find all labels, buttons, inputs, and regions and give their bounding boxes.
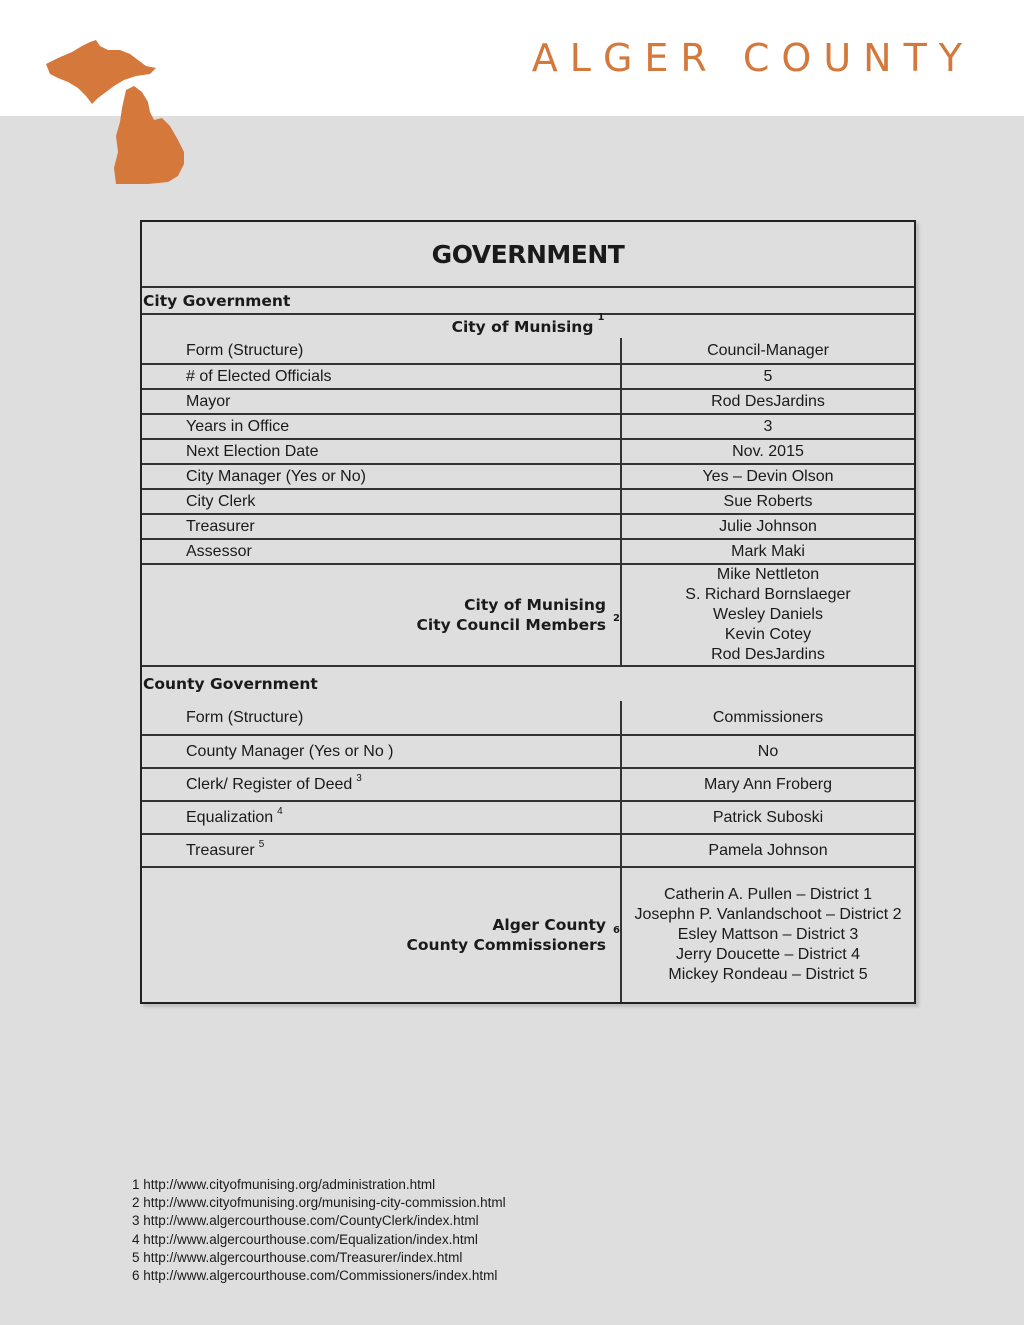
row-label: Years in Office xyxy=(142,415,622,438)
row-label-text: Form (Structure) xyxy=(186,708,304,726)
row-value: Council-Manager xyxy=(707,341,829,359)
council-member: Rod DesJardins xyxy=(711,646,825,663)
row-label xyxy=(142,835,622,866)
row-label-text: Treasurer xyxy=(186,841,255,859)
footnote: 4 http://www.algercourthouse.com/Equalization/index.html xyxy=(132,1231,478,1247)
commissioner: Catherin A. Pullen – District 1 xyxy=(663,886,873,903)
row-label: Mayor xyxy=(142,390,622,413)
council-member: Kevin Cotey xyxy=(724,626,812,643)
city-government-heading: City Government xyxy=(143,291,291,310)
table-row xyxy=(142,338,914,363)
table-row xyxy=(142,767,914,800)
table-title: GOVERNMENT xyxy=(431,239,625,269)
city-subheading-row xyxy=(142,313,914,338)
footnote: 3 http://www.algercourthouse.com/CountyClerk/index.html xyxy=(132,1213,479,1229)
footnote: 2 http://www.cityofmunising.org/munising-city-commission.html xyxy=(132,1195,506,1211)
footnote: 1 http://www.cityofmunising.org/administration.html xyxy=(132,1177,436,1192)
city-section-header xyxy=(142,286,914,313)
row-label-text: County Manager (Yes or No ) xyxy=(186,742,394,760)
row-value: Nov. 2015 xyxy=(732,442,804,460)
footnote-ref: 5 xyxy=(258,839,265,850)
council-label-cell xyxy=(142,565,622,665)
row-label: City Clerk xyxy=(142,490,622,513)
table-row xyxy=(142,388,914,413)
council-members-list xyxy=(685,565,850,665)
brand-title: ALGER COUNTY xyxy=(531,36,974,80)
council-members-cell xyxy=(622,565,914,665)
council-label: City of Munising City Council Members 2 xyxy=(416,596,620,634)
commissioners-cell xyxy=(622,868,914,1002)
city-council-row xyxy=(142,563,914,665)
footnote: 5 http://www.algercourthouse.com/Treasurer/index.html xyxy=(132,1249,463,1265)
table-row xyxy=(142,538,914,563)
commissioner: Esley Mattson – District 3 xyxy=(677,926,859,943)
city-subheading: City of Munising$^1$ xyxy=(451,311,605,336)
table-row xyxy=(142,413,914,438)
table-row xyxy=(142,701,914,734)
row-value: No xyxy=(757,742,779,760)
row-value: Commissioners xyxy=(712,708,824,726)
council-member: S. Richard Bornslaeger xyxy=(685,586,851,603)
council-member: Mike Nettleton xyxy=(716,566,820,583)
row-label xyxy=(142,701,622,734)
row-label: Next Election Date xyxy=(142,440,622,463)
commissioners-label-cell xyxy=(142,868,622,1002)
table-row xyxy=(142,463,914,488)
commissioner: Josephn P. Vanlandschoot – District 2 xyxy=(634,906,902,923)
table-row xyxy=(142,800,914,833)
commissioners-list xyxy=(634,885,901,985)
table-row xyxy=(142,734,914,767)
table-row xyxy=(142,833,914,866)
row-value: Julie Johnson xyxy=(719,517,817,535)
table-row xyxy=(142,513,914,538)
table-row xyxy=(142,488,914,513)
row-label: City Manager (Yes or No) xyxy=(142,465,622,488)
row-value: 5 xyxy=(763,367,773,385)
row-value: Sue Roberts xyxy=(723,492,813,510)
row-label-text: Equalization xyxy=(186,808,274,826)
row-label xyxy=(142,802,622,833)
row-label: Form (Structure) xyxy=(142,338,622,363)
row-value: Pamela Johnson xyxy=(708,841,828,859)
council-member: Wesley Daniels xyxy=(713,606,823,623)
table-row xyxy=(142,363,914,388)
row-label: # of Elected Officials xyxy=(142,365,622,388)
footnote-ref: 2 xyxy=(613,613,620,624)
table-title-row xyxy=(142,222,914,286)
row-label xyxy=(142,736,622,767)
commissioner: Jerry Doucette – District 4 xyxy=(675,946,861,963)
row-value: Mary Ann Froberg xyxy=(703,775,833,793)
row-label: Treasurer xyxy=(142,515,622,538)
row-value: Rod DesJardins xyxy=(711,392,825,410)
row-value: Mark Maki xyxy=(731,542,805,560)
michigan-map-icon xyxy=(38,36,194,186)
row-value: Patrick Suboski xyxy=(712,808,824,826)
footnotes xyxy=(132,1176,506,1285)
county-government-heading: County Government xyxy=(143,675,318,693)
row-label-text: Clerk/ Register of Deed xyxy=(186,775,353,793)
footnote-ref: 4 xyxy=(277,806,283,817)
commissioner: Mickey Rondeau – District 5 xyxy=(668,966,868,983)
table-row xyxy=(142,438,914,463)
county-commissioners-row xyxy=(142,866,914,1002)
row-value: Yes – Devin Olson xyxy=(702,467,834,485)
footnote-ref: 1 xyxy=(597,311,605,323)
row-label: Assessor xyxy=(142,540,622,563)
government-table xyxy=(140,220,916,1004)
commissioners-label: Alger County County Commissioners 6 xyxy=(406,916,620,954)
footnote: 6 http://www.algercourthouse.com/Commissioners/index.html xyxy=(132,1268,498,1284)
footnote-ref: 6 xyxy=(613,925,620,936)
footnote-ref: 3 xyxy=(356,773,362,784)
row-label xyxy=(142,769,622,800)
page-header xyxy=(0,0,1024,116)
county-section-header xyxy=(142,665,914,701)
row-value: 3 xyxy=(763,417,773,435)
